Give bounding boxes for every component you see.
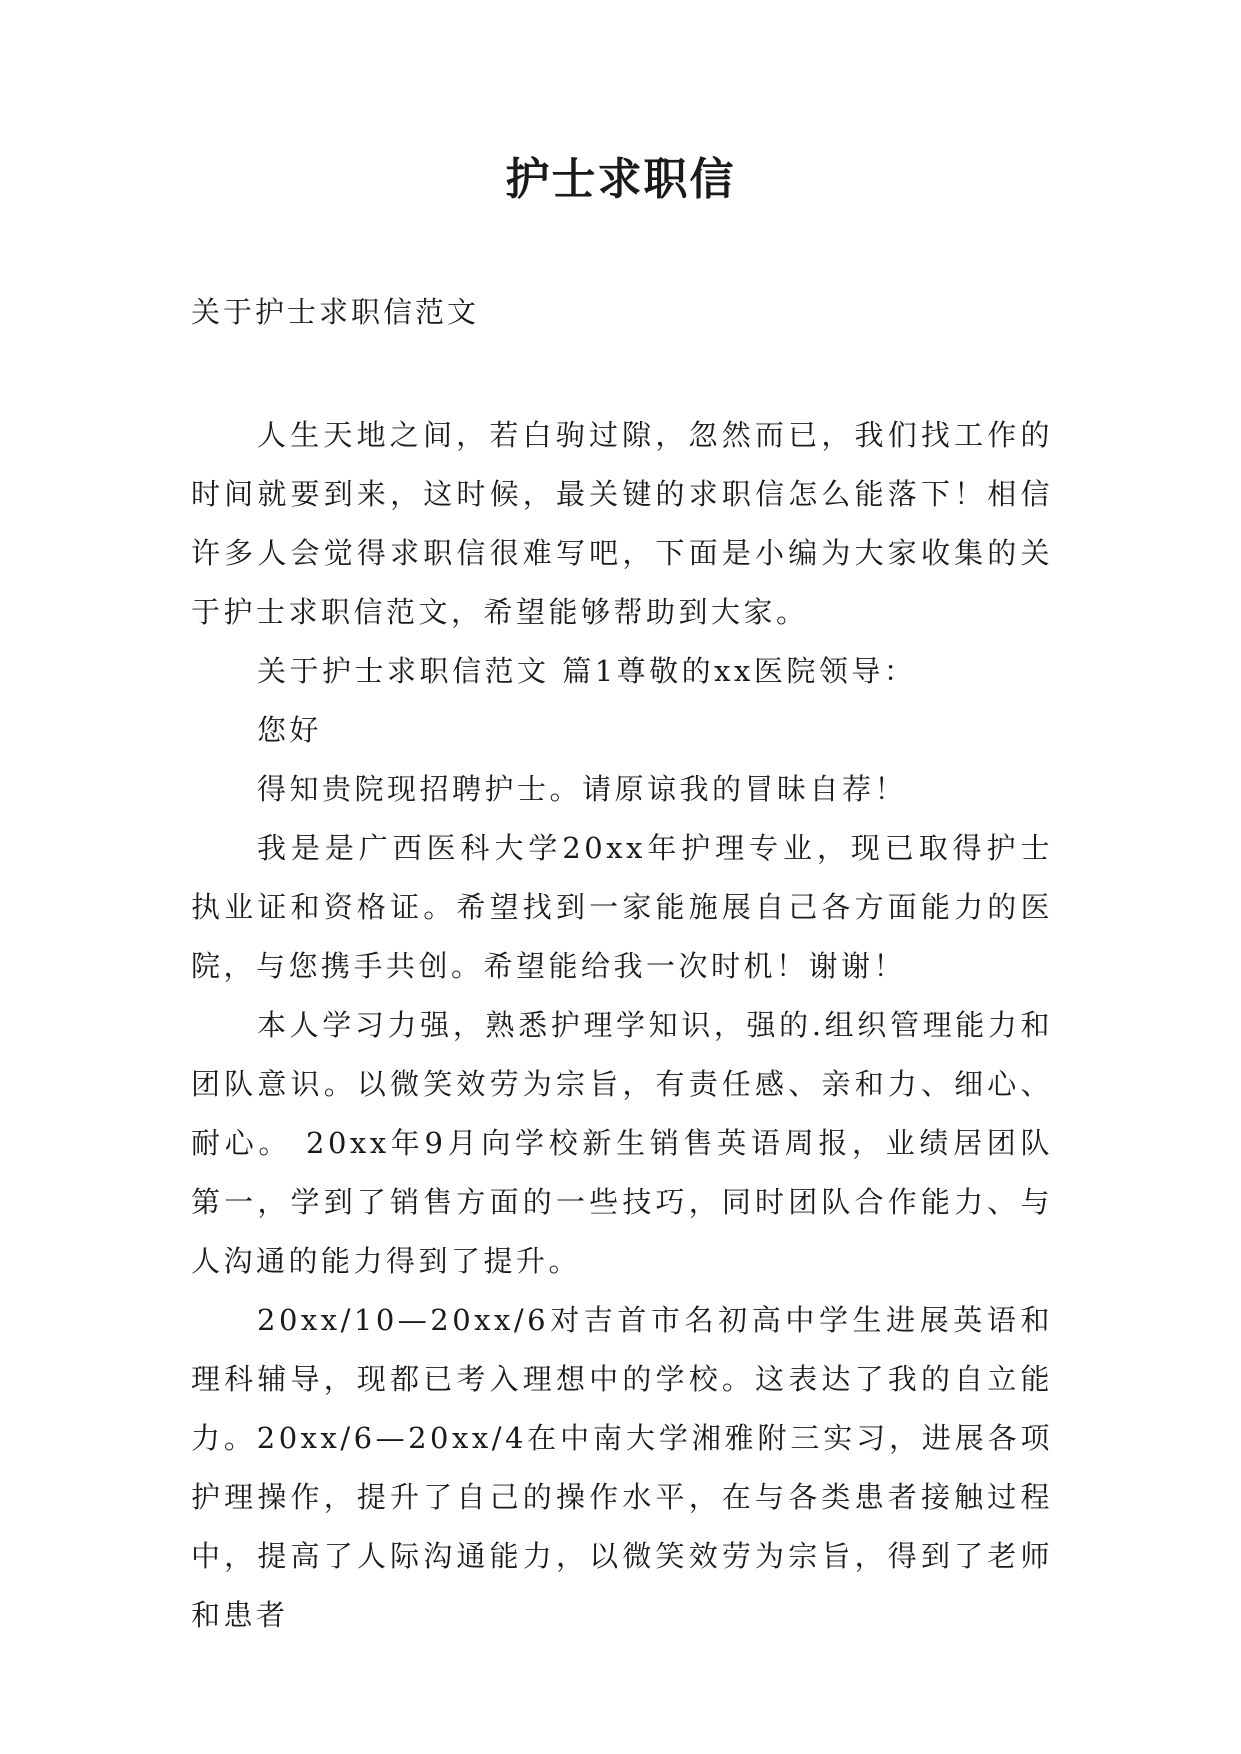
document-subtitle: 关于护士求职信范文 (191, 295, 480, 329)
paragraph-education: 我是是广西医科大学20xx年护理专业，现已取得护士执业证和资格证。希望找到一家能施展自己各方面能力的医院，与您携手共创。希望能给我一次时机！谢谢！ (191, 831, 1053, 983)
paragraph-purpose: 得知贵院现招聘护士。请原谅我的冒昧自荐！ (257, 772, 908, 806)
paragraph-greeting: 您好 (257, 713, 323, 747)
document-title: 护士求职信 (505, 154, 736, 205)
paragraph-salutation: 关于护士求职信范文 篇1尊敬的xx医院领导： (257, 654, 917, 688)
paragraph-experience: 20xx/10—20xx/6对吉首市名初高中学生进展英语和理科辅导，现都已考入理想中的学校。这表达了我的自立能力。20xx/6—20xx/4在中南大学湘雅附三实习，进展各项护理操作，提升了自己的操作水平，在与各类患者接触过程中，提高了人际沟通能力，以微笑效劳为宗旨，得到了老师和患者 (191, 1303, 1053, 1632)
document-body (191, 406, 1053, 1645)
paragraph-intro: 人生天地之间，若白驹过隙，忽然而已，我们找工作的时间就要到来，这时候，最关键的求职信怎么能落下！相信许多人会觉得求职信很难写吧，下面是小编为大家收集的关于护士求职信范文，希望能够帮助到大家。 (191, 418, 1053, 629)
paragraph-abilities: 本人学习力强，熟悉护理学知识，强的.组织管理能力和团队意识。以微笑效劳为宗旨，有责任感、亲和力、细心、耐心。 20xx年9月向学校新生销售英语周报，业绩居团队第一，学到了销售方面的一些技巧，同时团队合作能力、与人沟通的能力得到了提升。 (191, 1008, 1053, 1278)
